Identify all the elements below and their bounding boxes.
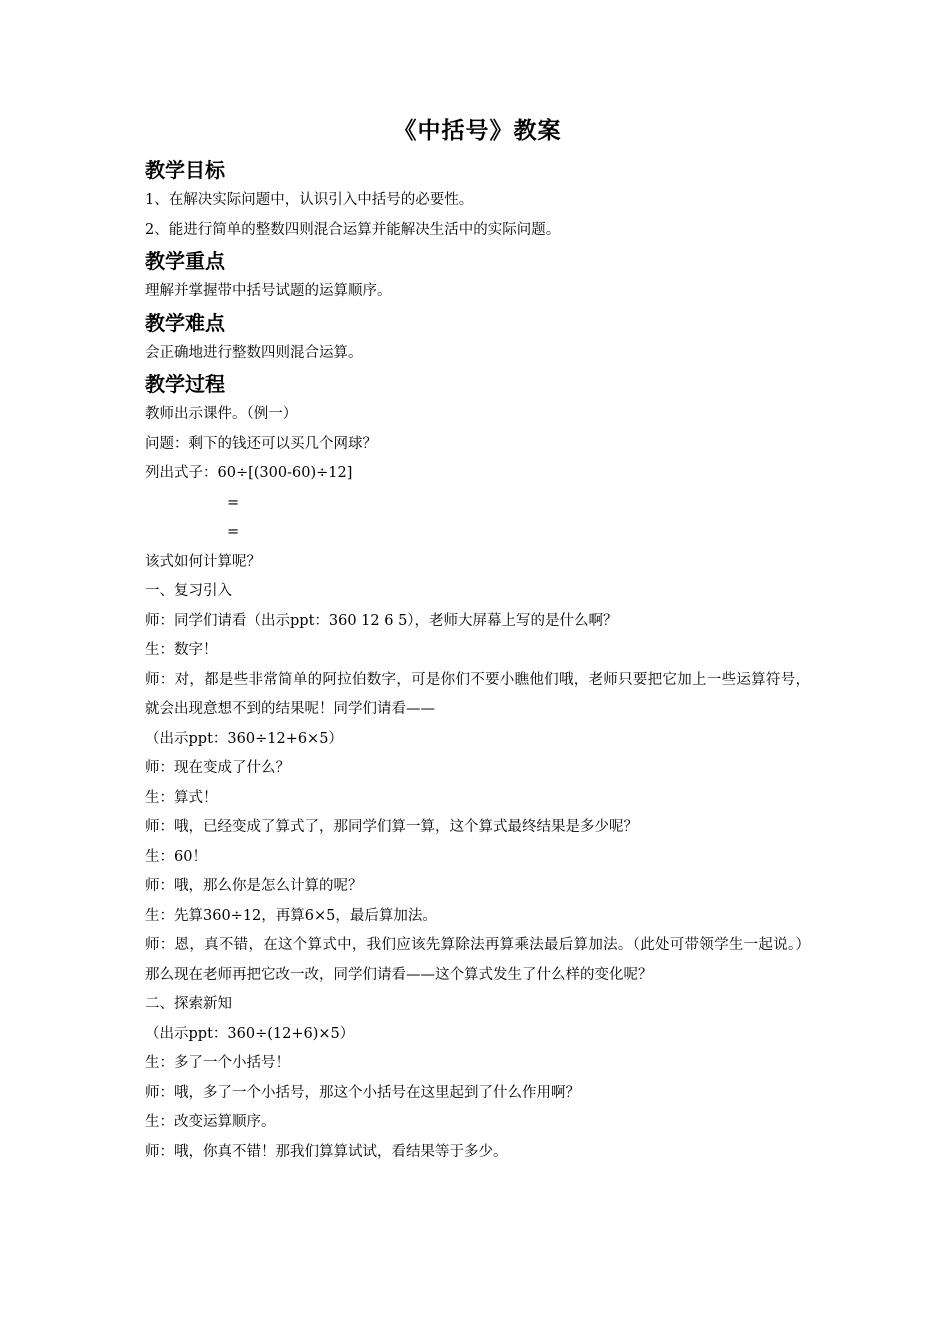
section-goals-body [145,186,810,245]
process-line-10: 师：对，都是些非常简单的阿拉伯数字，可是你们不要小瞧他们哦，老师只要把它加上一些运算符号，就会出现意想不到的结果呢！同学们请看—— [145,671,810,717]
process-equals-2: = [227,524,240,540]
process-line-8: 师：同学们请看（出示ppt：360 12 6 5），老师大屏幕上写的是什么啊？ [145,612,618,629]
process-line-9: 生：数字！ [145,642,218,658]
process-line-7: 一、复习引入 [145,583,232,599]
process-line-21: 生：多了一个小括号！ [145,1055,290,1071]
goal-line-1: 1、在解决实际问题中，认识引入中括号的必要性。 [145,192,474,208]
process-line-18: 师：恩，真不错，在这个算式中，我们应该先算除法再算乘法最后算加法。（此处可带领学生一起说。）那么现在老师再把它改一改，同学们请看——这个算式发生了什么样的变化呢？ [145,937,810,983]
process-line-11: （出示ppt：360÷12+6×5） [145,730,343,747]
document-page [145,112,810,1167]
key-point-line-1: 理解并掌握带中括号试题的运算顺序。 [145,283,392,299]
process-line-17: 生：先算360÷12，再算6×5，最后算加法。 [145,907,437,924]
section-key-points-body [145,277,810,307]
goal-line-2: 2、能进行简单的整数四则混合运算并能解决生活中的实际问题。 [145,221,561,238]
process-equals-1: = [227,494,240,511]
process-line-3: 列出式子：60÷[(300-60)÷12] [145,465,353,481]
process-line-20: （出示ppt：360÷(12+6)×5） [145,1025,355,1042]
process-line-16: 师：哦，那么你是怎么计算的呢？ [145,878,363,894]
process-line-23: 生：改变运算顺序。 [145,1114,276,1130]
document-title: 《中括号》教案 [393,117,562,144]
process-line-1: 教师出示课件。（例一） [145,406,298,422]
section-heading-key-points: 教学重点 [145,249,225,273]
section-heading-difficulties: 教学难点 [145,310,225,335]
section-difficulties-body [145,339,810,369]
process-line-12: 师：现在变成了什么？ [145,760,290,776]
process-line-24: 师：哦，你真不错！那我们算算试试，看结果等于多少。 [145,1143,508,1160]
process-line-6: 该式如何计算呢？ [145,553,261,570]
section-heading-process: 教学过程 [145,372,225,396]
difficulty-line-1: 会正确地进行整数四则混合运算。 [145,344,363,361]
process-line-19: 二、探索新知 [145,996,232,1012]
section-process-body [145,400,810,1167]
section-heading-goals: 教学目标 [145,158,225,182]
process-line-15: 生：60！ [145,848,207,865]
process-line-22: 师：哦，多了一个小括号，那这个小括号在这里起到了什么作用啊？ [145,1084,580,1101]
process-line-14: 师：哦，已经变成了算式了，那同学们算一算，这个算式最终结果是多少呢？ [145,819,638,835]
process-line-2: 问题：剩下的钱还可以买几个网球？ [145,435,377,452]
process-line-13: 生：算式！ [145,789,218,806]
